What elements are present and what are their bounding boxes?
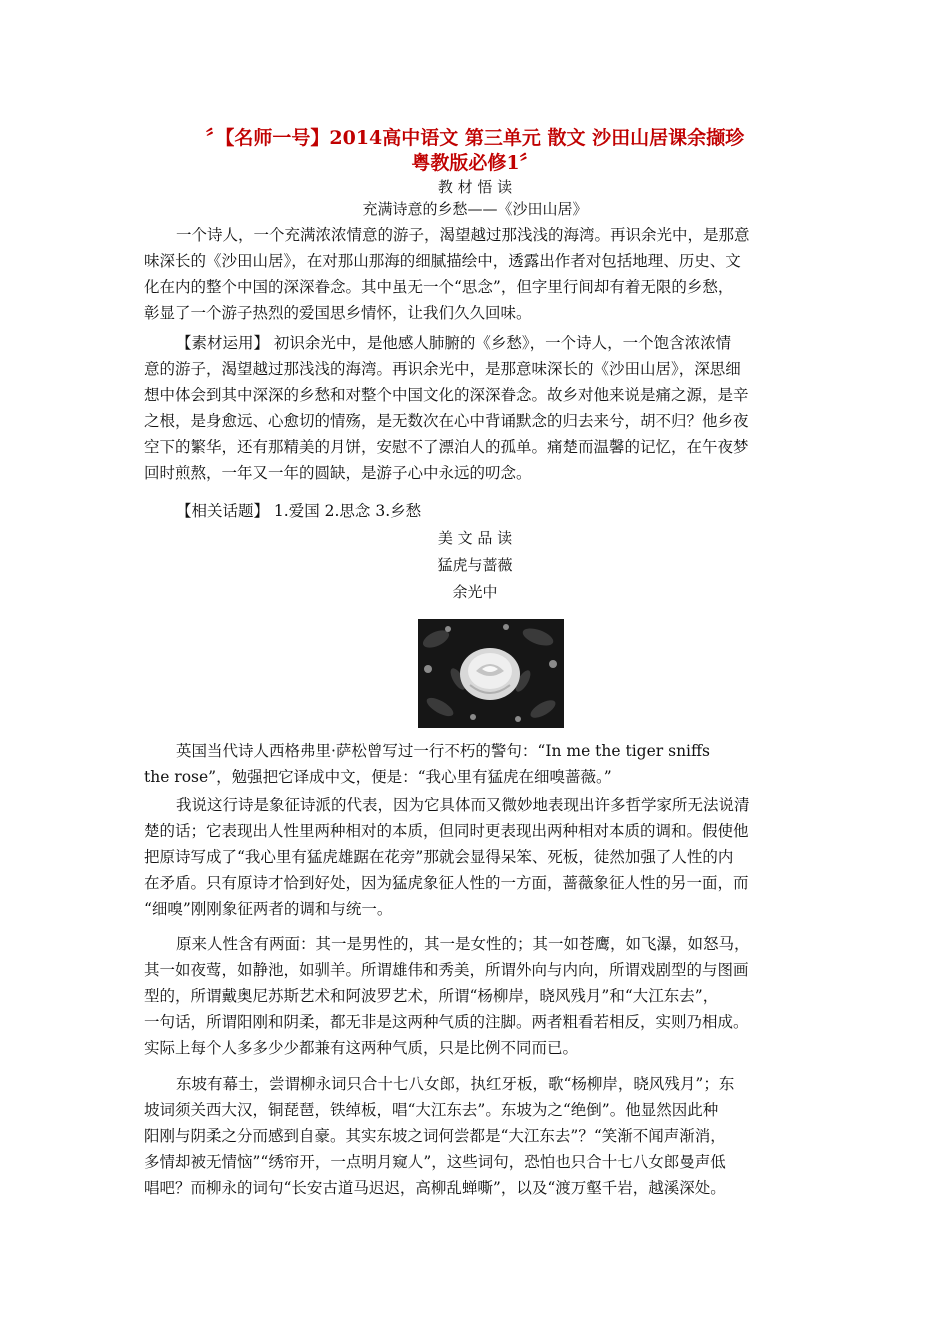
- text-line: 一句话，所谓阳刚和阴柔，都无非是这两种气质的注脚。两者粗看若相反，实则乃相成。: [144, 1013, 749, 1031]
- text-line: 把原诗写成了“我心里有猛虎雄踞在花旁”那就会显得呆笨、死板，徒然加强了人性的内: [144, 848, 734, 866]
- text-line: 之根，是身愈远、心愈切的情殇，是无数次在心中背诵默念的归去来兮，胡不归？他乡夜: [144, 412, 749, 430]
- text-line: 英国当代诗人西格弗里·萨松曾写过一行不朽的警句：“In me the tiger sniffs: [176, 742, 710, 760]
- article-title: 猛虎与蔷薇: [437, 556, 513, 574]
- text-line: 唱吧？而柳永的词句“长安古道马迟迟，高柳乱蝉嘶”，以及“渡万壑千岩，越溪深处。: [144, 1179, 726, 1197]
- text-line: “细嗅”刚刚象征两者的调和与统一。: [144, 900, 393, 918]
- text-line: 其一如夜莺，如静池，如驯羊。所谓雄伟和秀美，所谓外向与内向，所谓戏剧型的与图画: [144, 961, 749, 979]
- text-line: 【素材运用】 初识余光中，是他感人肺腑的《乡愁》，一个诗人，一个饱含浓浓情: [176, 334, 732, 352]
- paragraph-related-topics: [144, 498, 806, 524]
- text-line: 我说这行诗是象征诗派的代表，因为它具体而又微妙地表现出许多哲学家所无法说清: [176, 796, 750, 814]
- text-line: 型的，所谓戴奥尼苏斯艺术和阿波罗艺术，所谓“杨柳岸，晓风残月”和“大江东去”，: [144, 987, 719, 1005]
- document-title-line2: 粤教版必修1〞: [411, 152, 539, 174]
- text-line: 楚的话；它表现出人性里两种相对的本质，但同时更表现出两种相对本质的调和。假使他: [144, 822, 749, 840]
- rose-image-icon: [418, 619, 564, 728]
- text-line: 【相关话题】 1.爱国 2.思念 3.乡愁: [176, 502, 422, 520]
- section-subheading: 充满诗意的乡愁——《沙田山居》: [362, 200, 588, 218]
- paragraph-article-3: [144, 931, 806, 1061]
- text-line: 意的游子，渴望越过那浅浅的海湾。再识余光中，是那意味深长的《沙田山居》，深思细: [144, 360, 741, 378]
- text-line: 东坡有幕士，尝谓柳永词只合十七八女郎，执红牙板，歌“杨柳岸，晓风残月”；东: [176, 1075, 735, 1093]
- text-line: 在矛盾。只有原诗才恰到好处，因为猛虎象征人性的一方面，蔷薇象征人性的另一面，而: [144, 874, 749, 892]
- text-line: 多情却被无情恼”“绣帘开，一点明月窥人”，这些词句，恐怕也只合十七八女郎曼声低: [144, 1153, 726, 1171]
- text-line: 阳刚与阴柔之分而感到自豪。其实东坡之词何尝都是“大江东去”？“笑渐不闻声渐消，: [144, 1127, 726, 1145]
- section-heading-reading: 美 文 品 读: [437, 529, 513, 547]
- article-author: 余光中: [452, 583, 498, 601]
- rose-photo: [418, 619, 564, 728]
- document-title-line1: 〞【名师一号】2014高中语文 第三单元 散文 沙田山居课余撷珍: [205, 127, 745, 149]
- paragraph-intro: [144, 222, 806, 326]
- text-line: 实际上每个人多多少少都兼有这两种气质，只是比例不同而已。: [144, 1039, 579, 1057]
- text-line: 回时煎熬，一年又一年的圆缺，是游子心中永远的叨念。: [144, 464, 532, 482]
- text-line: the rose”，勉强把它译成中文，便是：“我心里有猛虎在细嗅蔷薇。”: [144, 768, 612, 786]
- paragraph-article-4: [144, 1071, 806, 1201]
- text-line: 原来人性含有两面：其一是男性的，其一是女性的；其一如苍鹰，如飞瀑，如怒马，: [176, 935, 750, 953]
- text-line: 想中体会到其中深深的乡愁和对整个中国文化的深深眷念。故乡对他来说是痛之源，是辛: [144, 386, 749, 404]
- text-line: 坡词须关西大汉，铜琵琶，铁绰板，唱“大江东去”。东坡为之“绝倒”。他显然因此种: [144, 1101, 719, 1119]
- text-line: 空下的繁华，还有那精美的月饼，安慰不了漂泊人的孤单。痛楚而温馨的记忆，在午夜梦: [144, 438, 749, 456]
- text-line: 味深长的《沙田山居》，在对那山那海的细腻描绘中，透露出作者对包括地理、历史、文: [144, 252, 741, 270]
- section-heading-textbook: 教 材 悟 读: [437, 178, 513, 196]
- paragraph-material-usage: [144, 330, 806, 486]
- text-line: 一个诗人，一个充满浓浓情意的游子，渴望越过那浅浅的海湾。再识余光中，是那意: [176, 226, 750, 244]
- paragraph-article-2: [144, 792, 806, 922]
- text-line: 化在内的整个中国的深深眷念。其中虽无一个“思念”，但字里行间却有着无限的乡愁，: [144, 278, 734, 296]
- text-line: 彰显了一个游子热烈的爱国思乡情怀，让我们久久回味。: [144, 304, 532, 322]
- paragraph-article-1: [144, 738, 806, 790]
